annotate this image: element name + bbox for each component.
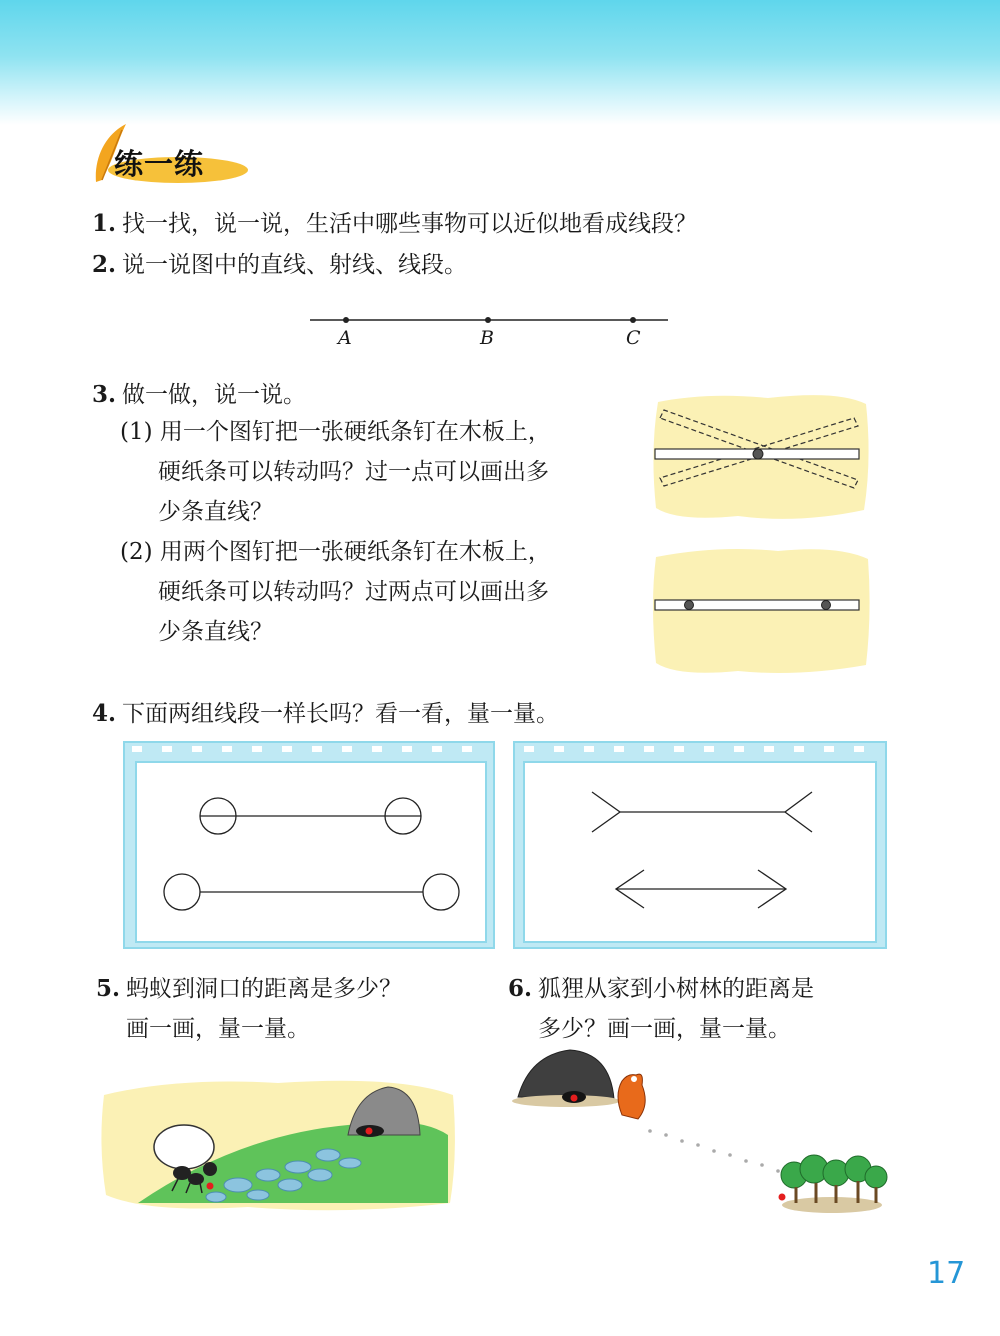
point-b: [485, 317, 491, 323]
question-text: 蚂蚁到洞口的距离是多少？: [126, 976, 403, 1002]
q6-line2: 多少？画一画，量一量。: [538, 1016, 791, 1042]
question-6: [508, 969, 814, 1009]
q3-sub1-line2: 硬纸条可以转动吗？过一点可以画出多: [158, 459, 549, 485]
question-number: 2.: [92, 251, 117, 278]
point-c: [630, 317, 636, 323]
question-text: 狐狸从家到小树林的距离是: [538, 976, 815, 1002]
question-number: 1.: [92, 210, 117, 237]
q3-sub2-line2: 硬纸条可以转动吗？过两点可以画出多: [158, 579, 549, 605]
ant-scene: [98, 1075, 458, 1215]
question-number: 3.: [92, 381, 117, 408]
point-a: [343, 317, 349, 323]
question-5: [96, 969, 402, 1009]
board-two-pins: [648, 543, 874, 678]
top-banner: [0, 0, 1000, 125]
question-number: 5.: [96, 975, 121, 1002]
question-2: [92, 245, 467, 285]
question-3: [92, 375, 306, 415]
q5-line2: 画一画，量一量。: [126, 1016, 310, 1042]
question-text: 下面两组线段一样长吗？看一看，量一量。: [122, 701, 560, 727]
question-number: 4.: [92, 700, 117, 727]
section-title: 练一练: [114, 147, 205, 181]
question-number: 6.: [508, 975, 533, 1002]
q3-sub1-line1: (1) 用一个图钉把一张硬纸条钉在木板上，: [120, 419, 551, 445]
point-label-c: C: [626, 327, 641, 349]
question-text: 说一说图中的直线、射线、线段。: [122, 252, 468, 278]
panel-arrow-segments: [510, 740, 892, 955]
q3-sub2-line3: 少条直线？: [158, 619, 273, 645]
board-one-pin: [648, 390, 874, 525]
question-4: [92, 694, 559, 734]
point-label-a: A: [338, 327, 352, 349]
section-heading: [88, 122, 248, 188]
question-1: [92, 204, 697, 244]
fox-scene: [510, 1045, 890, 1215]
q3-sub1-line3: 少条直线？: [158, 499, 273, 525]
question-text: 做一做，说一说。: [122, 382, 307, 408]
point-label-b: B: [480, 327, 494, 349]
question-text: 找一找，说一说，生活中哪些事物可以近似地看成线段？: [122, 211, 698, 237]
panel-circle-segments: [118, 740, 500, 955]
q3-sub2-line1: (2) 用两个图钉把一张硬纸条钉在木板上，: [120, 539, 551, 565]
page-number: 17: [927, 1256, 966, 1291]
